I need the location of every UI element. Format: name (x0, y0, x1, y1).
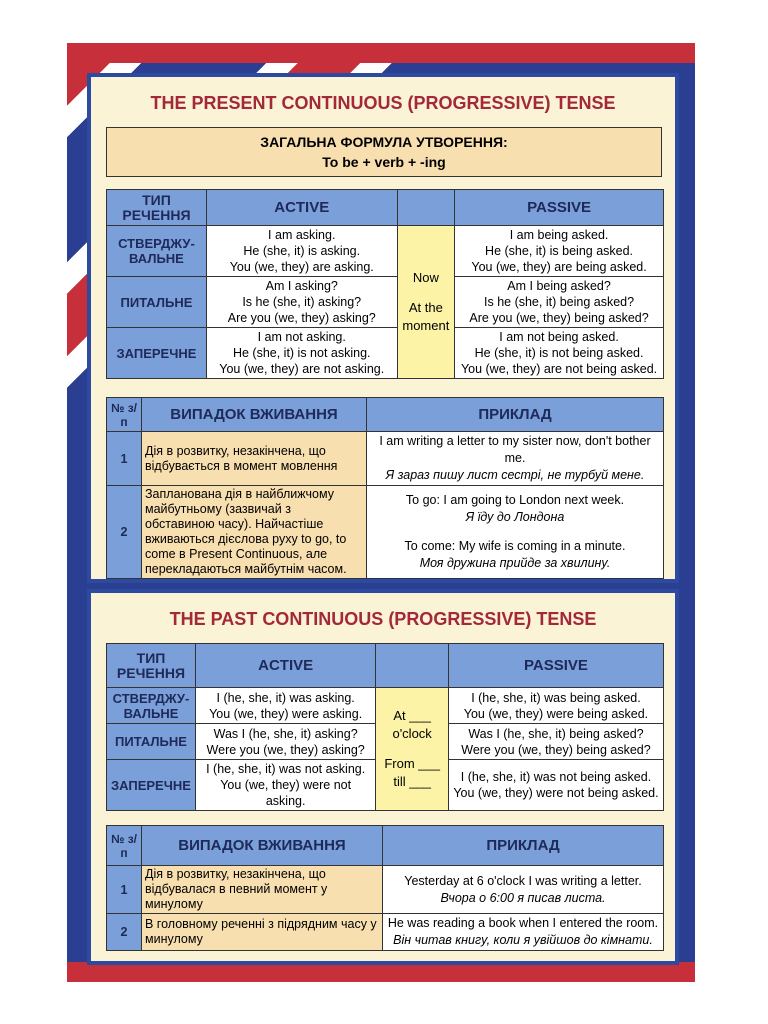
example-sentence: He was reading a book when I entered the room. (387, 916, 659, 930)
active-line: I am asking. (268, 228, 336, 242)
usage-case: Запланована дія в найближчому майбутньому (зазвичай з обставиною часу). Найчастіше вживаються дієслова руху to go, to come в Present Continuous, але перекладаються майбутнім часом. (142, 486, 367, 579)
active-line: Are you (we, they) asking? (227, 311, 376, 325)
passive-line: He (she, it) is not being asked. (474, 346, 644, 360)
formula-title: ЗАГАЛЬНА ФОРМУЛА УТВОРЕННЯ: (260, 134, 508, 150)
active-cell (195, 724, 375, 760)
usage-number: 1 (107, 866, 142, 914)
usage-case: Дія в розвитку, незакінчена, що відбувалася в певний момент у минулому (142, 866, 383, 914)
row-type: СТВЕРДЖУ-ВАЛЬНЕ (107, 688, 196, 724)
header-example: ПРИКЛАД (383, 826, 664, 866)
passive-line: You (we, they) were being asked. (463, 706, 649, 721)
poster-background (67, 43, 695, 982)
passive-line: You (we, they) are being asked. (471, 260, 647, 274)
usage-number: 2 (107, 486, 142, 579)
active-line: You (we, they) are asking. (229, 260, 374, 274)
passive-cell (448, 688, 663, 724)
active-line: He (she, it) is not asking. (232, 346, 371, 360)
passive-cell (448, 760, 663, 811)
passive-line: Is he (she, it) being asked? (484, 295, 635, 309)
formula-text: To be + verb + -ing (322, 154, 446, 170)
row-type: ЗАПЕРЕЧНЕ (107, 328, 207, 379)
time-markers (397, 226, 455, 379)
active-line: I (he, she, it) was not asking. (206, 762, 366, 776)
time-marker: At ___ o'clock (392, 708, 432, 741)
example-translation: Я зараз пишу лист сестрі, не турбуй мене. (385, 468, 645, 482)
active-cell (206, 328, 397, 379)
active-line: You (we, they) are not asking. (219, 362, 385, 376)
past-continuous-panel (87, 589, 679, 965)
active-line: Is he (she, it) asking? (242, 295, 362, 309)
header-type: ТИП РЕЧЕННЯ (107, 190, 207, 226)
usage-case: Дія в розвитку, незакінчена, що відбувається в момент мовлення (142, 432, 367, 486)
header-number: № з/п (107, 398, 142, 432)
active-line: You (we, they) were not asking. (220, 778, 352, 808)
passive-cell (455, 226, 664, 277)
usage-number: 2 (107, 914, 142, 951)
usage-example (383, 914, 664, 951)
active-line: Was I (he, she, it) asking? (213, 726, 358, 741)
example-sentence: To come: My wife is coming in a minute. (404, 539, 626, 553)
passive-line: Was I (he, she, it) being asked? (468, 726, 644, 741)
example-sentence: To go: I am going to London next week. (405, 493, 625, 507)
row-type: СТВЕРДЖУ-ВАЛЬНЕ (107, 226, 207, 277)
present-continuous-panel (87, 73, 679, 583)
usage-example (367, 432, 664, 486)
usage-example (367, 486, 664, 579)
past-title: THE PAST CONTINUOUS (PROGRESSIVE) TENSE (169, 609, 597, 629)
header-blank (376, 644, 449, 688)
example-translation: Вчора о 6:00 я писав листа. (440, 890, 606, 905)
active-line: You (we, they) were asking. (209, 706, 363, 721)
passive-line: You (we, they) are not being asked. (460, 362, 658, 376)
example-sentence: I am writing a letter to my sister now, don't bother me. (379, 434, 651, 465)
active-cell (206, 226, 397, 277)
present-forms-table (106, 189, 664, 379)
formula-box (106, 127, 662, 177)
usage-case: В головному реченні з підрядним часу у минулому (142, 914, 383, 951)
header-blank (397, 190, 455, 226)
time-marker: From ___ till ___ (384, 756, 440, 789)
present-usage-table (106, 397, 664, 579)
header-passive: PASSIVE (448, 644, 663, 688)
row-type: ПИТАЛЬНЕ (107, 724, 196, 760)
passive-line: I (he, she, it) was not being asked. (460, 770, 652, 784)
past-forms-table (106, 643, 664, 811)
passive-cell (448, 724, 663, 760)
passive-cell (455, 277, 664, 328)
active-cell (195, 760, 375, 811)
example-sentence: Yesterday at 6 o'clock I was writing a letter. (404, 873, 642, 888)
active-line: I (he, she, it) was asking. (216, 690, 355, 705)
example-translation: Я їду до Лондона (465, 510, 565, 524)
past-usage-table (106, 825, 664, 951)
time-marker: At the moment (402, 300, 450, 333)
time-markers (376, 688, 449, 811)
header-case: ВИПАДОК ВЖИВАННЯ (142, 826, 383, 866)
passive-line: Am I being asked? (507, 279, 611, 293)
present-title: THE PRESENT CONTINUOUS (PROGRESSIVE) TENSE (150, 93, 616, 113)
passive-line: Were you (we, they) being asked? (461, 742, 651, 757)
active-line: I am not asking. (257, 330, 346, 344)
passive-line: I am not being asked. (499, 330, 619, 344)
active-cell (195, 688, 375, 724)
passive-line: Are you (we, they) being asked? (469, 311, 649, 325)
active-line: Were you (we, they) asking? (206, 742, 365, 757)
row-type: ПИТАЛЬНЕ (107, 277, 207, 328)
flag-stripe (67, 43, 695, 63)
example-translation: Він читав книгу, коли я увійшов до кімнати. (393, 933, 653, 947)
flag-stripe (67, 962, 695, 982)
passive-line: You (we, they) were not being asked. (453, 786, 659, 800)
passive-line: He (she, it) is being asked. (485, 244, 634, 258)
time-marker: Now (412, 270, 439, 285)
usage-example (383, 866, 664, 914)
header-number: № з/п (107, 826, 142, 866)
passive-line: I (he, she, it) was being asked. (471, 690, 641, 705)
header-active: ACTIVE (206, 190, 397, 226)
passive-cell (455, 328, 664, 379)
usage-number: 1 (107, 432, 142, 486)
header-passive: PASSIVE (455, 190, 664, 226)
header-active: ACTIVE (195, 644, 375, 688)
example-translation: Моя дружина прийде за хвилину. (419, 556, 611, 570)
active-cell (206, 277, 397, 328)
passive-line: I am being asked. (509, 228, 609, 242)
header-case: ВИПАДОК ВЖИВАННЯ (142, 398, 367, 432)
header-type: ТИП РЕЧЕННЯ (107, 644, 196, 688)
header-example: ПРИКЛАД (367, 398, 664, 432)
active-line: He (she, it) is asking. (243, 244, 361, 258)
row-type: ЗАПЕРЕЧНЕ (107, 760, 196, 811)
active-line: Am I asking? (265, 279, 338, 293)
